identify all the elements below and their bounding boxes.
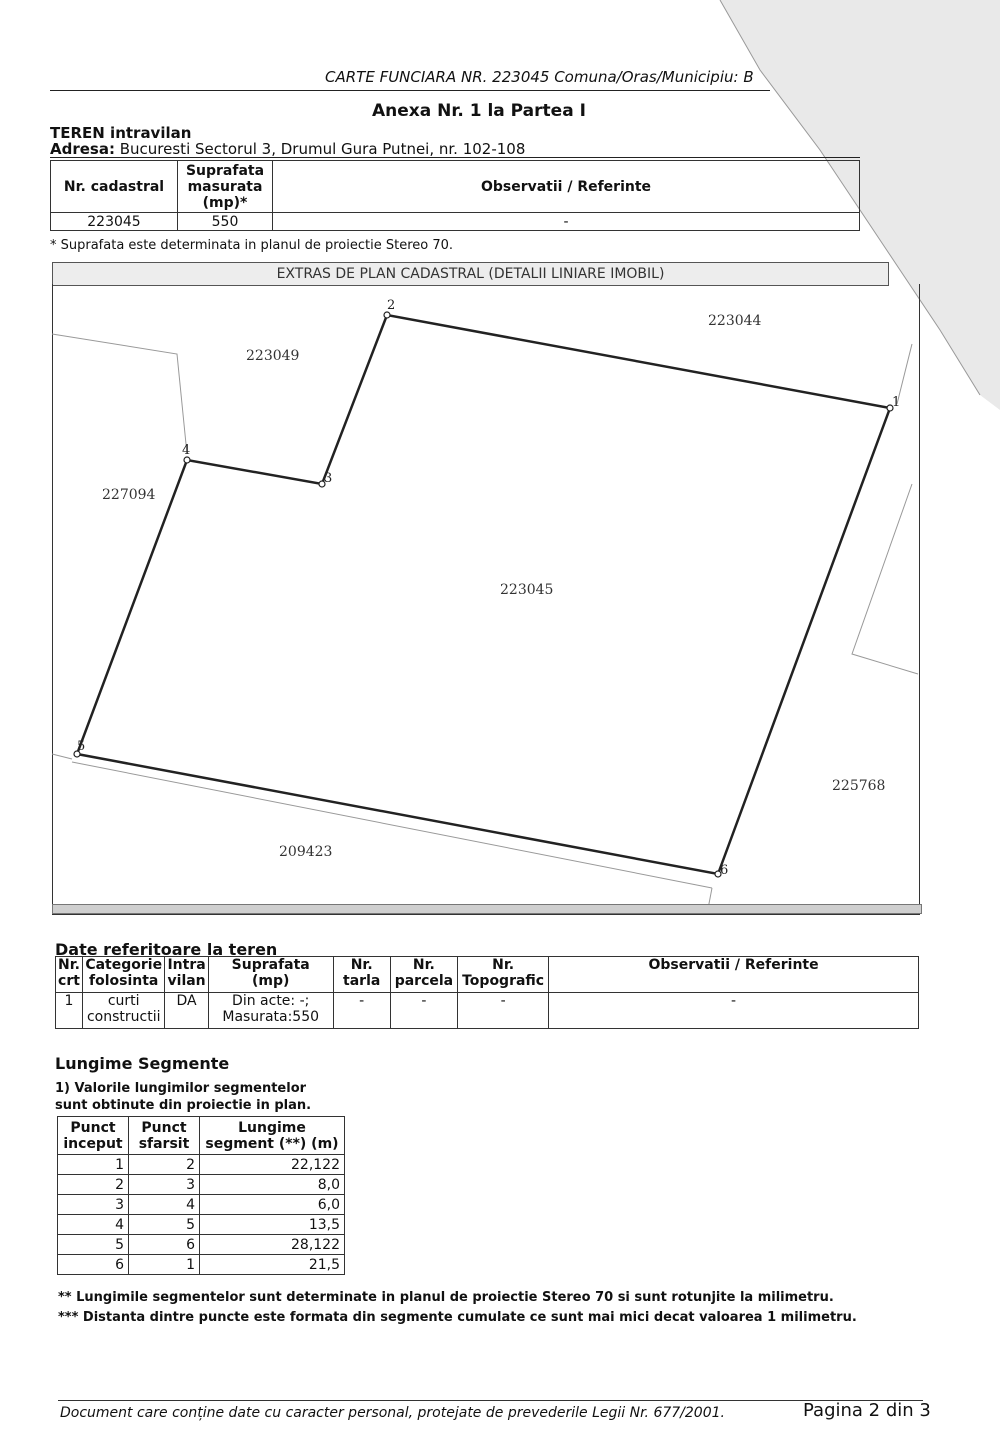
segment-end: 4 <box>129 1195 200 1215</box>
footnote-rounding: ** Lungimile segmentelor sunt determinate in planul de proiectie Stereo 70 si sunt rotunjite la milimetru. <box>58 1290 834 1305</box>
point-label-3: 3 <box>324 471 333 486</box>
segment-end: 6 <box>129 1235 200 1255</box>
cell-tarla: - <box>333 993 390 1029</box>
col-observatii: Observatii / Referinte <box>273 161 860 213</box>
cadastral-plan <box>52 284 920 914</box>
footnote-distance: *** Distanta dintre puncte este formata din segmente cumulate ce sunt mai mici decat valoarea 1 milimetru. <box>58 1310 857 1325</box>
land-type: TEREN intravilan <box>50 124 192 142</box>
segments-title: Lungime Segmente <box>55 1054 230 1073</box>
segment-length: 28,122 <box>200 1235 345 1255</box>
segments-table <box>57 1116 345 1275</box>
segment-start: 6 <box>58 1255 129 1275</box>
segment-length: 13,5 <box>200 1215 345 1235</box>
col-lungime: Lungime segment (**) (m) <box>200 1117 345 1155</box>
table-row <box>58 1155 345 1175</box>
segment-end: 2 <box>129 1155 200 1175</box>
footer-divider <box>58 1400 923 1401</box>
col-categorie: Categorie folosinta <box>82 957 165 993</box>
point-label-4: 4 <box>182 443 191 458</box>
col-nr-crt: Nr. crt <box>56 957 83 993</box>
address-divider <box>50 157 860 158</box>
address <box>50 140 525 158</box>
table-row <box>58 1255 345 1275</box>
col-observatii-referinte: Observatii / Referinte <box>549 957 919 993</box>
parcel-table <box>50 160 860 231</box>
segment-end: 1 <box>129 1255 200 1275</box>
segment-end: 5 <box>129 1215 200 1235</box>
col-tarla: Nr. tarla <box>333 957 390 993</box>
segment-start: 2 <box>58 1175 129 1195</box>
col-suprafata-mp: Suprafata (mp) <box>208 957 333 993</box>
parcel-label-227094: 227094 <box>102 487 156 503</box>
point-label-6: 6 <box>720 863 729 878</box>
segment-length: 8,0 <box>200 1175 345 1195</box>
cell-parcela: - <box>390 993 457 1029</box>
parcel-label-223049: 223049 <box>246 348 300 364</box>
land-data-title: Date referitoare la teren <box>55 940 278 959</box>
cell-observatii-referinte: - <box>549 993 919 1029</box>
segment-end: 3 <box>129 1175 200 1195</box>
page-number: Pagina 2 din 3 <box>803 1400 931 1421</box>
segment-start: 4 <box>58 1215 129 1235</box>
col-parcela: Nr. parcela <box>390 957 457 993</box>
table-row <box>58 1215 345 1235</box>
col-nr-cadastral: Nr. cadastral <box>51 161 178 213</box>
col-punct-sfarsit: Punct sfarsit <box>129 1117 200 1155</box>
cell-topografic: - <box>458 993 549 1029</box>
cell-nr-crt: 1 <box>56 993 83 1029</box>
segment-length: 22,122 <box>200 1155 345 1175</box>
address-value: Bucuresti Sectorul 3, Drumul Gura Putnei, nr. 102-108 <box>119 140 526 158</box>
header-divider <box>50 90 770 91</box>
table-row <box>58 1195 345 1215</box>
point-label-5: 5 <box>77 739 86 754</box>
parcel-label-225768: 225768 <box>832 778 886 794</box>
cell-categorie: curti constructii <box>82 993 165 1029</box>
point-label-2: 2 <box>387 298 396 313</box>
cell-nr-cadastral: 223045 <box>51 213 178 231</box>
segment-start: 1 <box>58 1155 129 1175</box>
segment-length: 21,5 <box>200 1255 345 1275</box>
table-row <box>58 1235 345 1255</box>
col-topografic: Nr. Topografic <box>458 957 549 993</box>
document-header: CARTE FUNCIARA NR. 223045 Comuna/Oras/Municipiu: B <box>325 68 754 86</box>
annex-title: Anexa Nr. 1 la Partea I <box>372 101 586 121</box>
col-intravilan: Intra vilan <box>165 957 208 993</box>
table-row <box>58 1175 345 1195</box>
parcel-label-223045: 223045 <box>500 582 554 598</box>
segment-length: 6,0 <box>200 1195 345 1215</box>
cell-suprafata: 550 <box>178 213 273 231</box>
segment-start: 3 <box>58 1195 129 1215</box>
col-suprafata: Suprafata masurata (mp)* <box>178 161 273 213</box>
col-punct-inceput: Punct inceput <box>58 1117 129 1155</box>
segment-start: 5 <box>58 1235 129 1255</box>
parcel-label-223044: 223044 <box>708 313 762 329</box>
point-label-1: 1 <box>892 395 901 410</box>
land-data-table <box>55 956 919 1029</box>
segments-note: 1) Valorile lungimilor segmentelor sunt obtinute din proiectie in plan. <box>55 1081 312 1113</box>
cell-observatii: - <box>273 213 860 231</box>
address-label: Adresa: <box>50 140 115 158</box>
cell-intravilan: DA <box>165 993 208 1029</box>
surface-note: * Suprafata este determinata in planul de proiectie Stereo 70. <box>50 238 454 253</box>
plan-title: EXTRAS DE PLAN CADASTRAL (DETALII LINIARE IMOBIL) <box>52 262 889 286</box>
parcel-label-209423: 209423 <box>279 844 333 860</box>
plan-bottom-bar <box>52 904 922 914</box>
privacy-notice: Document care conține date cu caracter personal, protejate de prevederile Legii Nr. 677/2001. <box>60 1405 725 1421</box>
cell-suprafata-mp: Din acte: -; Masurata:550 <box>208 993 333 1029</box>
footnotes <box>58 1288 857 1328</box>
